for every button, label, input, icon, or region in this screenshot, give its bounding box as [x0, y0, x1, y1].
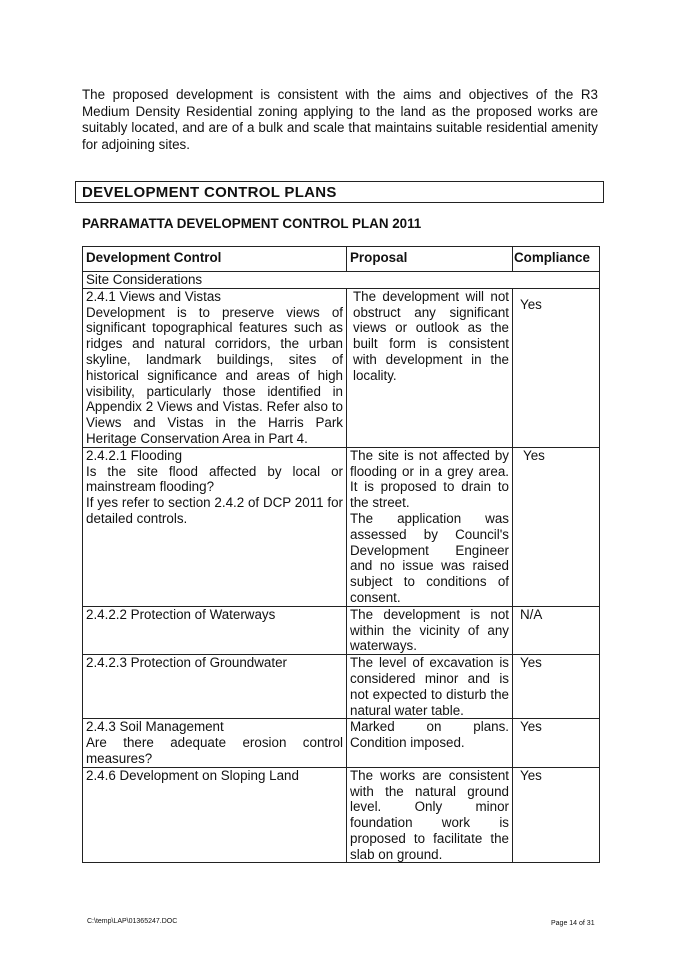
- control-cell: [83, 767, 347, 863]
- intro-paragraph: The proposed development is consistent with the aims and objectives of the R3 Medium Density Residential zoning applying to the land as the proposed works are suitably located, and are of a bulk and scale that maintains suitable residential amenity for adjoining sites.: [82, 87, 598, 152]
- control-title: 2.4.2.1 Flooding: [86, 447, 183, 463]
- footer-file-path: C:\temp\LAP\01365247.DOC: [87, 918, 178, 925]
- control-title: 2.4.2.2 Protection of Waterways: [86, 606, 276, 622]
- proposal-text: The application was assessed by Council's Development Engineer and no issue was raised subject to conditions of consent.: [350, 510, 509, 605]
- section-row-label: Site Considerations: [83, 272, 600, 289]
- compliance-value: Yes: [520, 296, 542, 312]
- control-body: Is the site flood affected by local or mainstream flooding?: [86, 463, 343, 495]
- compliance-value: N/A: [520, 606, 543, 622]
- footer-page-number: Page 14 of 31: [551, 920, 595, 927]
- compliance-value: Yes: [520, 767, 542, 783]
- control-cell: [83, 655, 347, 719]
- dcp-subheading: PARRAMATTA DEVELOPMENT CONTROL PLAN 2011: [82, 216, 422, 231]
- control-title: 2.4.6 Development on Sloping Land: [86, 767, 299, 783]
- compliance-cell: [513, 655, 600, 719]
- control-body: Development is to preserve views of significant topographical features such as ridges and natural corridors, the urban skyline, landmark buildings, sites of historical significance and areas of high visibility, particularly those identified in Appendix 2 Views and Vistas. Refer also to Views and Vistas in the Harris Park Heritage Conservation Area in Part 4.: [86, 304, 343, 446]
- control-cell: [83, 719, 347, 767]
- table-row: [83, 288, 600, 447]
- table-row: [83, 655, 600, 719]
- section-row-site-considerations: [83, 272, 600, 289]
- header-development-control: Development Control: [83, 247, 347, 272]
- table-header-row: [83, 247, 600, 272]
- compliance-value: Yes: [523, 447, 545, 463]
- control-cell: [83, 606, 347, 654]
- header-compliance: Compliance: [513, 247, 600, 272]
- table-row: [83, 767, 600, 863]
- table-row: [83, 719, 600, 767]
- proposal-cell: [347, 447, 513, 606]
- dcp-compliance-table: [82, 246, 600, 863]
- proposal-cell: Marked on plans. Condition imposed.: [347, 719, 513, 767]
- section-heading: DEVELOPMENT CONTROL PLANS: [82, 184, 337, 201]
- control-body: If yes refer to section 2.4.2 of DCP 2011 for detailed controls.: [86, 495, 343, 526]
- control-cell: [83, 288, 347, 447]
- control-title: 2.4.1 Views and Vistas: [86, 288, 221, 304]
- proposal-text: The site is not affected by flooding or in a grey area. It is proposed to drain to the street.: [350, 447, 509, 511]
- compliance-value: Yes: [520, 655, 542, 671]
- compliance-cell: [513, 447, 600, 606]
- proposal-cell: The development will not obstruct any significant views or outlook as the built form is consistent with development in the locality.: [347, 288, 513, 447]
- table-row: [83, 447, 600, 606]
- compliance-cell: [513, 288, 600, 447]
- proposal-cell: The development is not within the vicinity of any waterways.: [347, 606, 513, 654]
- proposal-cell: The works are consistent with the natural ground level. Only minor foundation work is proposed to facilitate the slab on ground.: [347, 767, 513, 863]
- compliance-cell: [513, 719, 600, 767]
- control-title: 2.4.2.3 Protection of Groundwater: [86, 655, 287, 671]
- control-cell: [83, 447, 347, 606]
- compliance-cell: [513, 767, 600, 863]
- table-row: [83, 606, 600, 654]
- compliance-value: Yes: [520, 719, 542, 735]
- header-proposal: Proposal: [347, 247, 513, 272]
- proposal-cell: The level of excavation is considered minor and is not expected to disturb the natural water table.: [347, 655, 513, 719]
- compliance-cell: [513, 606, 600, 654]
- section-heading-box: [75, 181, 604, 203]
- control-title: 2.4.3 Soil Management: [86, 719, 224, 735]
- control-body: Are there adequate erosion control measures?: [86, 735, 343, 766]
